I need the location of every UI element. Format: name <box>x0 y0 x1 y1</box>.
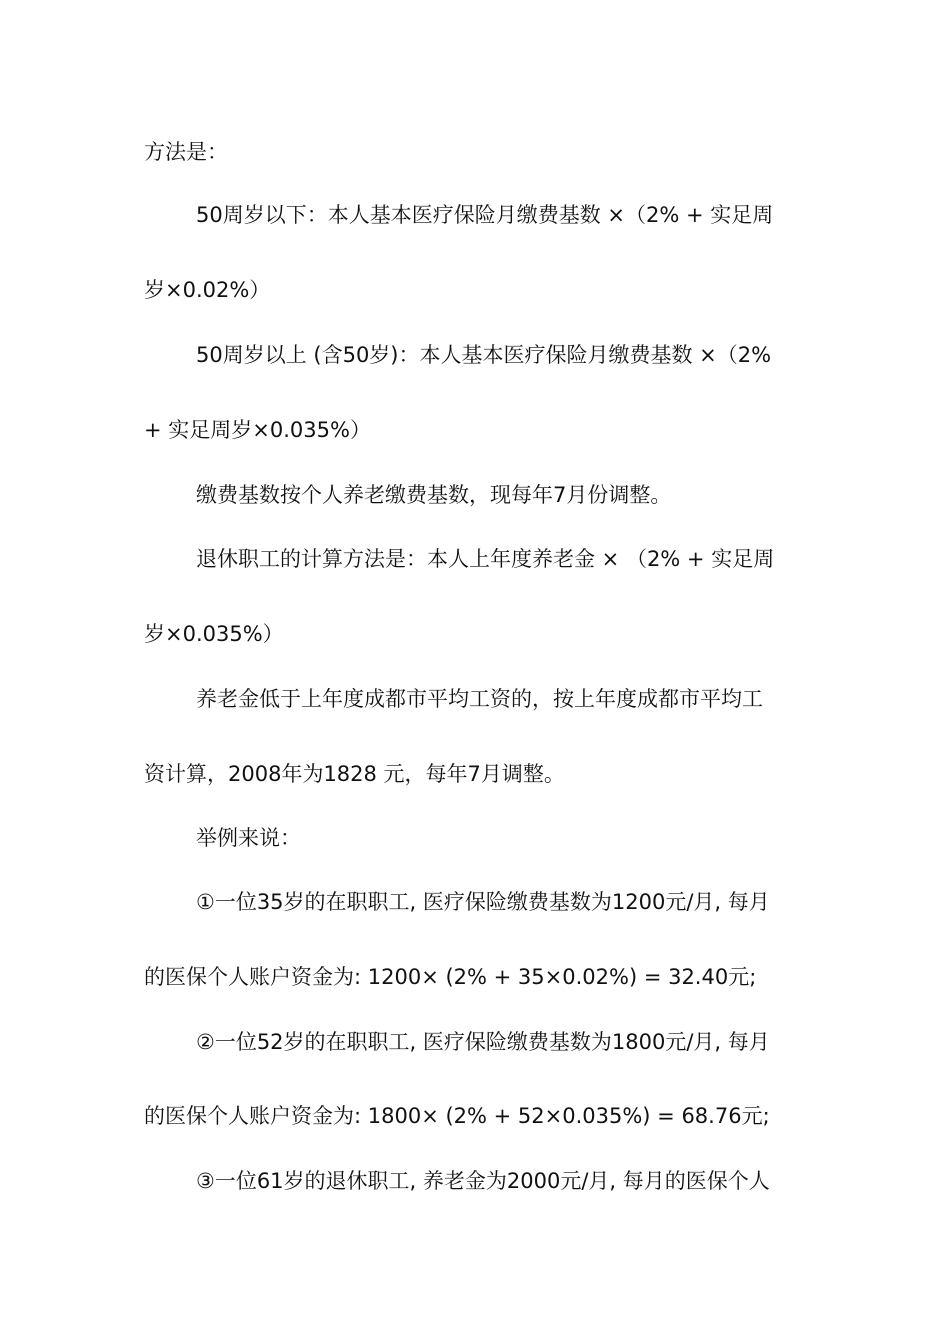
text-line-retiree-formula: 退休职工的计算方法是：本人上年度养老金 × （2% + 实足周 <box>196 547 775 571</box>
text-line-under-50-formula-cont: 岁×0.02%） <box>144 278 271 302</box>
text-line-example-2-cont: 的医保个人账户资金为: 1800× (2% + 52×0.035%) = 68.76元; <box>144 1104 770 1128</box>
text-line-example-1-cont: 的医保个人账户资金为: 1200× (2% + 35×0.02%) = 32.40元; <box>144 965 757 989</box>
text-line-retiree-formula-cont: 岁×0.035%） <box>144 622 284 646</box>
text-line-example-heading: 举例来说： <box>196 826 301 850</box>
text-line-over-50-formula: 50周岁以上 (含50岁)：本人基本医疗保险月缴费基数 ×（2% <box>196 343 772 367</box>
text-line-example-2: ②一位52岁的在职职工, 医疗保险缴费基数为1800元/月, 每月 <box>196 1030 770 1054</box>
text-line-pension-minimum: 养老金低于上年度成都市平均工资的，按上年度成都市平均工 <box>196 687 763 711</box>
text-line-under-50-formula: 50周岁以下：本人基本医疗保险月缴费基数 ×（2% + 实足周 <box>196 203 774 227</box>
text-line-example-3: ③一位61岁的退休职工, 养老金为2000元/月, 每月的医保个人 <box>196 1169 770 1193</box>
text-line-example-1: ①一位35岁的在职职工, 医疗保险缴费基数为1200元/月, 每月 <box>196 890 770 914</box>
text-line-intro: 方法是： <box>144 140 228 164</box>
text-line-base-adjustment: 缴费基数按个人养老缴费基数，现每年7月份调整。 <box>196 483 672 507</box>
text-line-over-50-formula-cont: + 实足周岁×0.035%） <box>144 418 371 442</box>
text-line-pension-minimum-cont: 资计算，2008年为1828 元，每年7月调整。 <box>144 762 565 786</box>
